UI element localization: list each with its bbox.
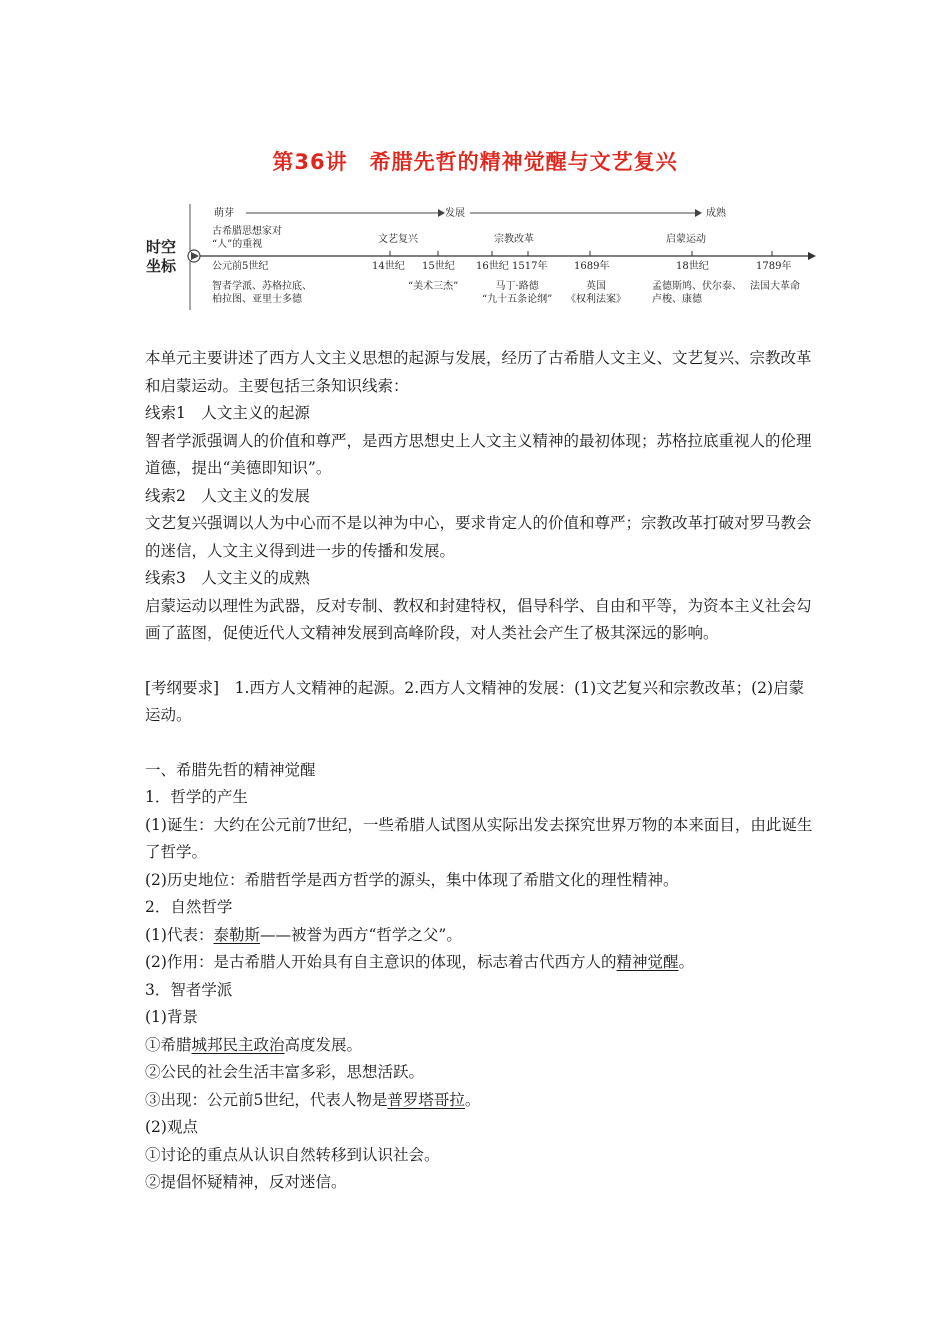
sophists-views-heading: (2)观点 [145, 1118, 198, 1136]
clue2-text: 文艺复兴强调以人为中心而不是以神为中心，要求肯定人的价值和尊严；宗教改革打破对罗马教会的迷信，人文主义得到进一步的传播和发展。 [145, 514, 812, 560]
intro-paragraph: 本单元主要讲述了西方人文主义思想的起源与发展，经历了古希腊人文主义、文艺复兴、宗教改革和启蒙运动。主要包括三条知识线索： [145, 349, 812, 395]
stage-mature: 成熟 [706, 208, 726, 219]
underlined-keyword: 普罗塔哥拉 [387, 1090, 465, 1109]
philosophy-origin-heading: 1．哲学的产生 [145, 788, 248, 806]
philosophy-birth: (1)诞生：大约在公元前7世纪，一些希腊人试图从实际出发去探究世界万物的本来面目，由此诞生了哲学。 [145, 815, 813, 861]
stage-sprout: 萌芽 [214, 208, 234, 219]
topic-renaissance: 文艺复兴 [378, 234, 418, 245]
text-segment: 。 [678, 953, 694, 971]
badge-line-1: 时空 [146, 238, 177, 256]
exam-requirements: [考纲要求] 1.西方人文精神的起源。2.西方人文精神的发展：(1)文艺复兴和宗教改革；(2)启蒙运动。 [145, 678, 805, 724]
clue1-title: 线索1 人文主义的起源 [145, 404, 310, 422]
stage-develop: 发展 [445, 208, 465, 219]
date-18c: 18世纪 [676, 261, 709, 272]
event-luther [482, 280, 552, 306]
sophists-background-heading: (1)背景 [145, 1008, 198, 1026]
underlined-keyword: 城邦民主政治 [191, 1035, 285, 1054]
page-title: 第36讲 希腊先哲的精神觉醒与文艺复兴 [272, 150, 678, 174]
natural-philosophy-role [145, 949, 815, 977]
text-segment: (2)作用：是古希腊人开始具有自主意识的体现，标志着古代西方人的 [145, 953, 617, 971]
sophists-background-2: ②公民的社会生活丰富多彩，思想活跃。 [145, 1063, 425, 1081]
underlined-keyword: 泰勒斯 [213, 925, 260, 944]
sophists-background-1 [145, 1032, 815, 1060]
event-england-line2: 《权利法案》 [566, 294, 626, 305]
clue1-text: 智者学派强调人的价值和尊严，是西方思想史上人文主义精神的最初体现；苏格拉底重视人的伦理道德，提出“美德即知识”。 [145, 431, 812, 477]
event-greek [212, 280, 312, 306]
timeline-lines [0, 0, 950, 320]
date-1689: 1689年 [574, 261, 610, 272]
clue3-title: 线索3 人文主义的成熟 [145, 569, 310, 587]
event-thinkers-line2: 卢梭、康德 [652, 294, 702, 305]
event-greek-line1: 智者学派、苏格拉底、 [212, 281, 312, 292]
date-14c: 14世纪 [372, 261, 405, 272]
topic-enlightenment: 启蒙运动 [666, 234, 706, 245]
philosophy-status: (2)历史地位：希腊哲学是西方哲学的源头，集中体现了希腊文化的理性精神。 [145, 870, 679, 889]
topic-greek-line2: “人”的重视 [212, 239, 263, 250]
sophists-background-3 [145, 1087, 815, 1115]
event-renaissance: “美术三杰” [408, 281, 459, 292]
text-segment: 。 [464, 1090, 481, 1109]
date-bc5: 公元前5世纪 [212, 261, 269, 272]
topic-greek [212, 225, 282, 251]
clue2-title: 线索2 人文主义的发展 [145, 486, 310, 505]
event-greek-line2: 柏拉图、亚里士多德 [212, 294, 302, 305]
natural-philosophy-heading: 2．自然哲学 [145, 898, 233, 916]
sophists-view-2: ②提倡怀疑精神，反对迷信。 [145, 1173, 347, 1191]
event-thinkers [652, 280, 742, 306]
event-luther-line1: 马丁·路德 [495, 281, 539, 292]
event-french-revolution: 法国大革命 [750, 281, 800, 292]
text-segment: ①希腊 [145, 1035, 192, 1054]
event-england [566, 280, 626, 306]
event-england-line1: 英国 [586, 281, 606, 292]
date-15c: 15世纪 [422, 261, 455, 272]
sophists-heading: 3．智者学派 [145, 980, 233, 999]
date-1517: 1517年 [512, 261, 548, 272]
date-1789: 1789年 [756, 261, 792, 272]
badge-line-2: 坐标 [146, 257, 177, 275]
sophists-view-1: ①讨论的重点从认识自然转移到认识社会。 [145, 1145, 440, 1164]
section1-heading: 一、希腊先哲的精神觉醒 [145, 760, 316, 779]
text-segment: (1)代表： [145, 925, 214, 944]
topic-reformation: 宗教改革 [494, 234, 534, 245]
document-body [145, 345, 815, 1197]
text-segment: 高度发展。 [284, 1035, 363, 1054]
event-luther-line2: “九十五条论纲” [482, 294, 553, 305]
underlined-keyword: 精神觉醒 [616, 953, 679, 971]
clue3-text: 启蒙运动以理性为武器，反对专制、教权和封建特权，倡导科学、自由和平等，为资本主义社会勾画了蓝图，促使近代人文精神发展到高峰阶段，对人类社会产生了极其深远的影响。 [145, 596, 812, 642]
date-16c: 16世纪 [476, 261, 509, 272]
text-segment: ——被誉为西方“哲学之父”。 [259, 925, 462, 944]
natural-philosophy-representative [145, 922, 815, 950]
text-segment: ③出现：公元前5世纪，代表人物是 [145, 1090, 388, 1109]
event-thinkers-line1: 孟德斯鸠、伏尔泰、 [652, 281, 742, 292]
timeline-badge [146, 238, 176, 276]
topic-greek-line1: 古希腊思想家对 [212, 226, 282, 237]
